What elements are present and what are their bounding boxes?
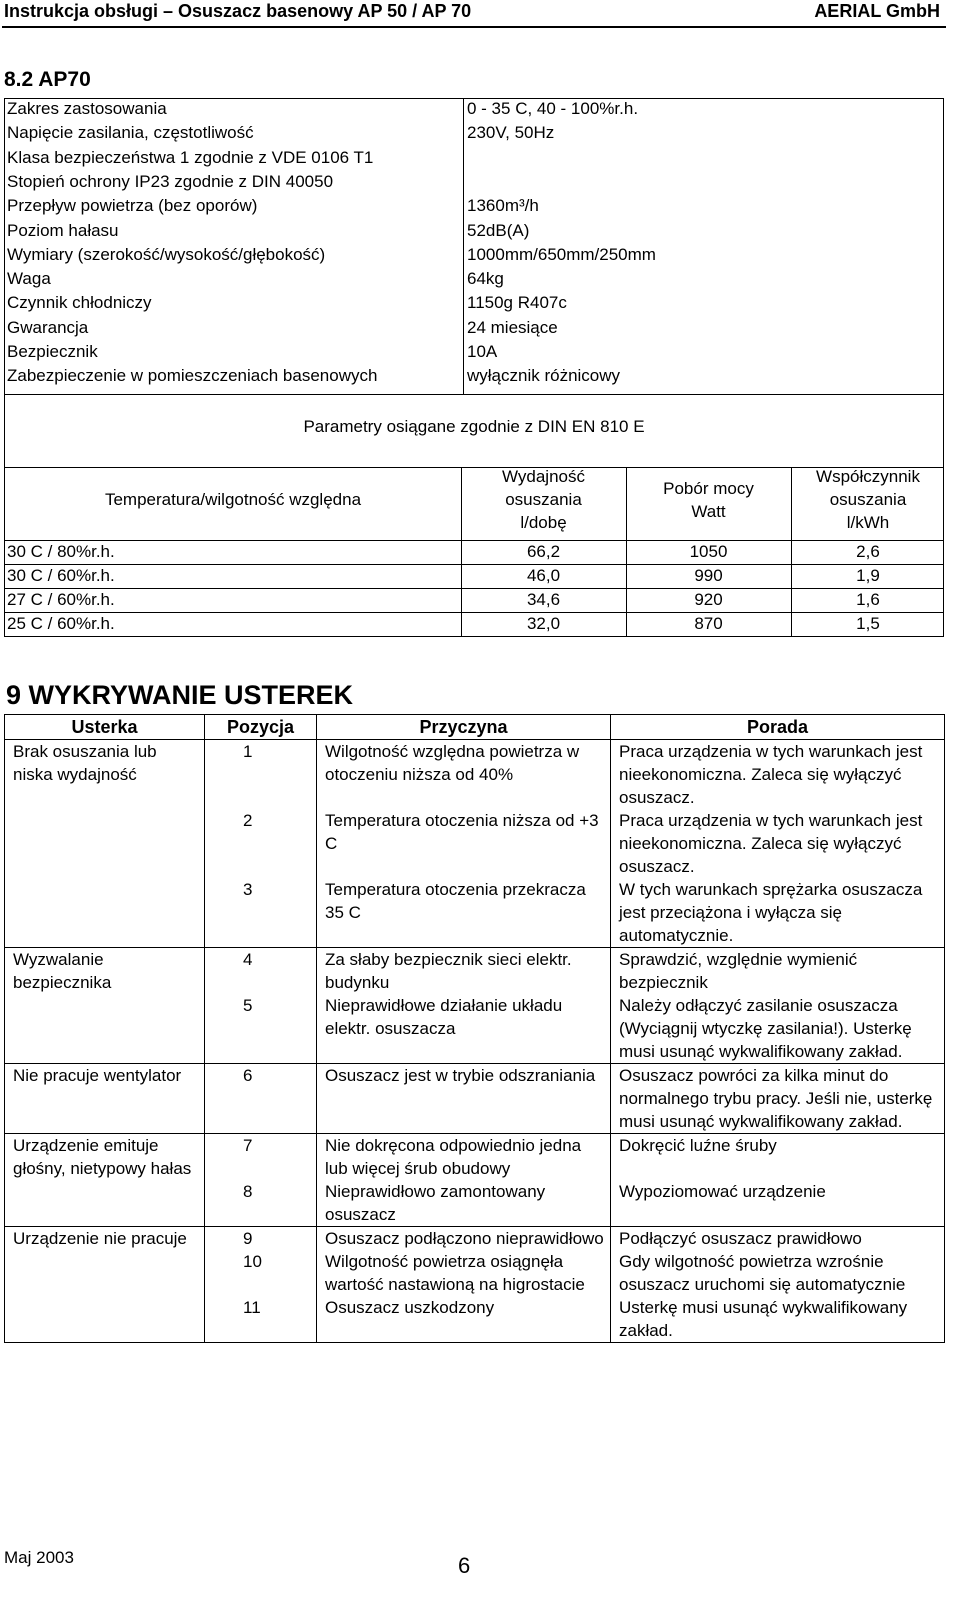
- spec-row: [5, 99, 943, 123]
- spec-row: [5, 318, 943, 342]
- cause-cell: Osuszacz jest w trybie odszraniania: [317, 1064, 611, 1134]
- performance-cell-power: 870: [694, 614, 723, 633]
- performance-row: [5, 590, 943, 614]
- performance-title: Parametry osiągane zgodnie z DIN EN 810 E: [303, 417, 645, 436]
- performance-cell-coef: 2,6: [856, 542, 880, 561]
- performance-cell-cond: 30 C / 60%r.h.: [7, 566, 115, 585]
- spec-label: Klasa bezpieczeństwa 1 zgodnie z VDE 0106 T1: [7, 147, 374, 167]
- spec-label: Zakres zastosowania: [7, 99, 167, 118]
- spec-label: Czynnik chłodniczy: [7, 293, 152, 313]
- section-heading-9: 9 WYKRYWANIE USTEREK: [6, 680, 354, 710]
- table-row: [5, 1250, 945, 1296]
- fault-cell: Urządzenie nie pracuje: [5, 1227, 205, 1251]
- fault-cell: [5, 809, 205, 878]
- cause-cell: Nieprawidłowo zamontowany osuszacz: [317, 1180, 611, 1227]
- table-row: [5, 1180, 945, 1227]
- performance-row: [5, 566, 943, 590]
- position-cell: 2: [205, 809, 317, 878]
- performance-cell-power: 990: [694, 566, 723, 585]
- table-row: [5, 994, 945, 1064]
- col-header-advice: Porada: [611, 715, 945, 740]
- advice-cell: Dokręcić luźne śruby: [611, 1134, 945, 1181]
- spec-value: 1000mm/650mm/250mm: [467, 244, 656, 264]
- performance-cell-coef: 1,9: [856, 566, 880, 585]
- spec-label: Gwarancja: [7, 317, 89, 337]
- advice-cell: Sprawdzić, względnie wymienić bezpiecznik: [611, 948, 945, 995]
- fault-cell: Wyzwalanie bezpiecznika: [5, 948, 205, 995]
- advice-cell: Osuszacz powróci za kilka minut do normalnego trybu pracy. Jeśli nie, usterkę musi usunąć wykwalifikowany zakład.: [611, 1064, 945, 1134]
- performance-table: [4, 395, 944, 637]
- table-row: [5, 740, 945, 810]
- advice-cell: Gdy wilgotność powietrza wzrośnie osuszacz uruchomi się automatycznie: [611, 1250, 945, 1296]
- fault-cell: [5, 994, 205, 1064]
- col-header-coefficient: Współczynnik osuszania l/kWh: [816, 467, 920, 532]
- cause-cell: Temperatura otoczenia przekracza 35 C: [317, 878, 611, 948]
- position-cell: 4: [205, 948, 317, 995]
- spec-value: 52dB(A): [467, 220, 530, 240]
- specifications-table: [4, 98, 944, 395]
- spec-label: Zabezpieczenie w pomieszczeniach basenowych: [7, 366, 378, 386]
- performance-cell-cond: 27 C / 60%r.h.: [7, 590, 115, 609]
- spec-row: [5, 342, 943, 366]
- table-row: [5, 1227, 945, 1251]
- advice-cell: Wypoziomować urządzenie: [611, 1180, 945, 1227]
- spec-value: 64kg: [467, 269, 504, 289]
- advice-cell: Praca urządzenia w tych warunkach jest nieekonomiczna. Zaleca się wyłączyć osuszacz.: [611, 809, 945, 878]
- table-row: [5, 1296, 945, 1343]
- spec-value: 10A: [467, 342, 498, 361]
- cause-cell: Wilgotność powietrza osiągnęła wartość nastawioną na higrostacie: [317, 1250, 611, 1296]
- col-header-power: Pobór mocy Watt: [663, 479, 754, 521]
- fault-cell: Brak osuszania lub niska wydajność: [5, 740, 205, 810]
- spec-label: Poziom hałasu: [7, 220, 119, 240]
- advice-cell: Praca urządzenia w tych warunkach jest nieekonomiczna. Zaleca się wyłączyć osuszacz.: [611, 740, 945, 810]
- spec-row: [5, 148, 943, 172]
- spec-label: Przepływ powietrza (bez oporów): [7, 196, 258, 216]
- col-header-fault: Usterka: [5, 715, 205, 740]
- cause-cell: Osuszacz uszkodzony: [317, 1296, 611, 1343]
- cause-cell: Za słaby bezpiecznik sieci elektr. budynku: [317, 948, 611, 995]
- table-row: [5, 948, 945, 995]
- position-cell: 10: [205, 1250, 317, 1296]
- table-row: [5, 878, 945, 948]
- section-heading-8-2: 8.2 AP70: [4, 68, 91, 91]
- spec-row: [5, 221, 943, 245]
- fault-cell: Nie pracuje wentylator: [5, 1064, 205, 1134]
- cause-cell: Nieprawidłowe działanie układu elektr. osuszacza: [317, 994, 611, 1064]
- col-header-capacity: Wydajność osuszania l/dobę: [502, 467, 585, 532]
- col-header-condition: Temperatura/wilgotność względna: [104, 490, 362, 509]
- fault-cell: [5, 1296, 205, 1343]
- header-company: AERIAL GmbH: [814, 1, 940, 21]
- spec-row: [5, 245, 943, 269]
- spec-label: Waga: [7, 269, 51, 289]
- col-header-position: Pozycja: [205, 715, 317, 740]
- table-row: [5, 1134, 945, 1181]
- spec-label: Bezpiecznik: [7, 342, 98, 361]
- page-header: [2, 0, 946, 28]
- spec-label: Stopień ochrony IP23 zgodnie z DIN 40050: [7, 171, 334, 191]
- performance-cell-coef: 1,5: [856, 614, 880, 633]
- troubleshooting-table: [4, 714, 945, 1343]
- footer-date: Maj 2003: [4, 1548, 74, 1567]
- row-divider: [5, 588, 943, 589]
- performance-cell-power: 1050: [689, 542, 728, 561]
- cause-cell: Nie dokręcona odpowiednio jedna lub więcej śrub obudowy: [317, 1134, 611, 1181]
- position-cell: 6: [205, 1064, 317, 1134]
- performance-cell-cond: 30 C / 80%r.h.: [7, 542, 115, 561]
- position-cell: 11: [205, 1296, 317, 1343]
- page-number: 6: [458, 1553, 471, 1578]
- cause-cell: Wilgotność względna powietrza w otoczeniu niższa od 40%: [317, 740, 611, 810]
- header-title: Instrukcja obsługi – Osuszacz basenowy AP 50 / AP 70: [4, 1, 472, 21]
- performance-cell-cap: 66,2: [526, 542, 561, 561]
- spec-value: 1360m³/h: [467, 196, 539, 216]
- col-header-cause: Przyczyna: [317, 715, 611, 740]
- spec-value: 230V, 50Hz: [467, 123, 555, 143]
- spec-value: 1150g R407c: [467, 293, 567, 313]
- position-cell: 1: [205, 740, 317, 810]
- performance-cell-cap: 46,0: [526, 566, 561, 585]
- position-cell: 9: [205, 1227, 317, 1251]
- spec-row: [5, 123, 943, 147]
- performance-cell-cond: 25 C / 60%r.h.: [7, 614, 115, 633]
- spec-row: [5, 293, 943, 317]
- cause-cell: Osuszacz podłączono nieprawidłowo: [317, 1227, 611, 1251]
- performance-row: [5, 542, 943, 566]
- fault-cell: [5, 878, 205, 948]
- row-divider: [5, 540, 943, 541]
- spec-row: [5, 366, 943, 390]
- fault-cell: Urządzenie emituje głośny, nietypowy hałas: [5, 1134, 205, 1181]
- spec-value: 0 - 35 C, 40 - 100%r.h.: [467, 99, 639, 118]
- spec-row: [5, 269, 943, 293]
- spec-label: Wymiary (szerokość/wysokość/głębokość): [7, 244, 326, 264]
- position-cell: 8: [205, 1180, 317, 1227]
- performance-cell-cap: 32,0: [526, 614, 561, 633]
- advice-cell: Należy odłączyć zasilanie osuszacza (Wyciągnij wtyczkę zasilania!). Usterkę musi usunąć wykwalifikowany zakład.: [611, 994, 945, 1064]
- advice-cell: Usterkę musi usunąć wykwalifikowany zakład.: [611, 1296, 945, 1343]
- fault-cell: [5, 1250, 205, 1296]
- spec-value: wyłącznik różnicowy: [467, 366, 621, 386]
- table-row: [5, 809, 945, 878]
- cause-cell: Temperatura otoczenia niższa od +3 C: [317, 809, 611, 878]
- performance-cell-power: 920: [694, 590, 723, 609]
- row-divider: [5, 564, 943, 565]
- table-row: [5, 1064, 945, 1134]
- spec-row: [5, 172, 943, 196]
- spec-row: [5, 196, 943, 220]
- performance-cell-cap: 34,6: [526, 590, 561, 609]
- position-cell: 3: [205, 878, 317, 948]
- performance-row: [5, 614, 943, 638]
- performance-cell-coef: 1,6: [856, 590, 880, 609]
- spec-label: Napięcie zasilania, częstotliwość: [7, 123, 254, 143]
- advice-cell: Podłączyć osuszacz prawidłowo: [611, 1227, 945, 1251]
- spec-value: 24 miesiące: [467, 317, 558, 337]
- advice-cell: W tych warunkach sprężarka osuszacza jest przeciążona i wyłącza się automatycznie.: [611, 878, 945, 948]
- position-cell: 7: [205, 1134, 317, 1181]
- fault-cell: [5, 1180, 205, 1227]
- row-divider: [5, 612, 943, 613]
- position-cell: 5: [205, 994, 317, 1064]
